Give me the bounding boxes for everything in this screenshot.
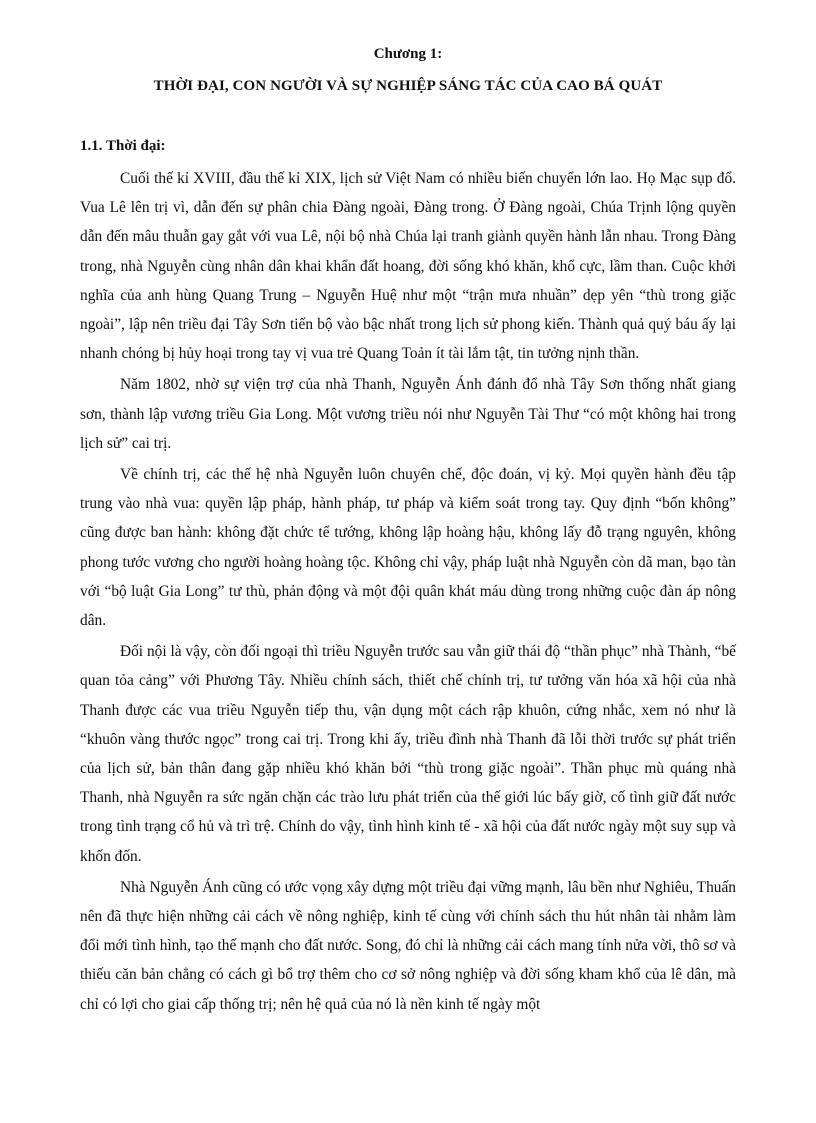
paragraph-2: Năm 1802, nhờ sự viện trợ của nhà Thanh, Nguyễn Ánh đánh đổ nhà Tây Sơn thống nhất giang sơn, thành lập vương triều Gia Long. Một vương triều nói như Nguyễn Tài Thư “có một không hai trong lịch sử” cai trị. [80,376,736,452]
paragraph-1: Cuối thế kỉ XVIII, đầu thế kỉ XIX, lịch sử Việt Nam có nhiều biến chuyển lớn lao. Họ Mạc sụp đổ. Vua Lê lên trị vì, dẫn đến sự phân chia Đàng ngoài, Đàng trong. Ở Đàng ngoài, Chúa Trịnh lộng quyền dẫn đến mâu thuẫn gay gắt với vua Lê, nội bộ nhà Chúa lại tranh giành quyền hành lẫn nhau. Trong Đàng trong, nhà Nguyễn cùng nhân dân khai khẩn đất hoang, đời sống khó khăn, khổ cực, lầm than. Cuộc khởi nghĩa của anh hùng Quang Trung – Nguyễn Huệ như một “trận mưa nhuần” dẹp yên “thù trong giặc ngoài”, lập nên triều đại Tây Sơn tiến bộ vào bậc nhất trong lịch sử phong kiến. Thành quả quý báu ấy lại nhanh chóng bị hủy hoại trong tay vị vua trẻ Quang Toản ít tài lắm tật, tin tưởng nịnh thần. [80,170,736,363]
document-page [80,44,736,1021]
paragraph-4: Đối nội là vậy, còn đối ngoại thì triều Nguyễn trước sau vẫn giữ thái độ “thần phục” nhà Thành, “bế quan tỏa cảng” với Phương Tây. Nhiều chính sách, thiết chế chính trị, tư tưởng văn hóa xã hội của nhà Thanh được các vua triều Nguyễn tiếp thu, vận dụng một cách rập khuôn, cứng nhắc, xem nó như là “khuôn vàng thước ngọc” trong cai trị. Trong khi ấy, triều đình nhà Thanh đã lỗi thời trước sự phát triển của lịch sử, bản thân đang gặp nhiều khó khăn bởi “thù trong giặc ngoài”. Thần phục mù quáng nhà Thanh, nhà Nguyễn ra sức ngăn chặn các trào lưu phát triển của thế giới lúc bấy giờ, cố tình giữ đất nước trong tình trạng cổ hủ và trì trệ. Chính do vậy, tình hình kinh tế - xã hội của đất nước ngày một suy sụp và khốn đốn. [80,643,736,865]
paragraph-3: Về chính trị, các thế hệ nhà Nguyễn luôn chuyên chế, độc đoán, vị kỷ. Mọi quyền hành đều tập trung vào nhà vua: quyền lập pháp, hành pháp, tư pháp và kiểm soát trong tay. Quy định “bốn không” cũng được ban hành: không đặt chức tể tướng, không lập hoàng hậu, không lấy đỗ trạng nguyên, không phong tước vương cho người hoàng hoàng tộc. Không chỉ vậy, pháp luật nhà Nguyễn còn dã man, bạo tàn với “bộ luật Gia Long” tư thù, phản động và một đội quân khát máu dùng trong những cuộc đàn áp nông dân. [80,466,736,630]
chapter-label: Chương 1: [373,46,443,62]
section-heading: 1.1. Thời đại: [80,138,166,154]
paragraph-5: Nhà Nguyễn Ánh cũng có ước vọng xây dựng một triều đại vững mạnh, lâu bền như Nghiêu, Thuấn nên đã thực hiện những cải cách về nông nghiệp, kinh tế cùng với chính sách thu hút nhân tài nhằm làm đổi mới tình hình, tạo thế mạnh cho đất nước. Song, đó chỉ là những cải cách mang tính nửa vời, thô sơ và thiếu căn bản chẳng có cách gì bổ trợ thêm cho cơ sở nông nghiệp và đời sống kham khổ của lê dân, mà chỉ có lợi cho giai cấp thống trị; nên hệ quả của nó là nền kinh tế ngày một [80,878,736,1013]
chapter-title: THỜI ĐẠI, CON NGƯỜI VÀ SỰ NGHIỆP SÁNG TÁC CỦA CAO BÁ QUÁT [153,78,663,94]
